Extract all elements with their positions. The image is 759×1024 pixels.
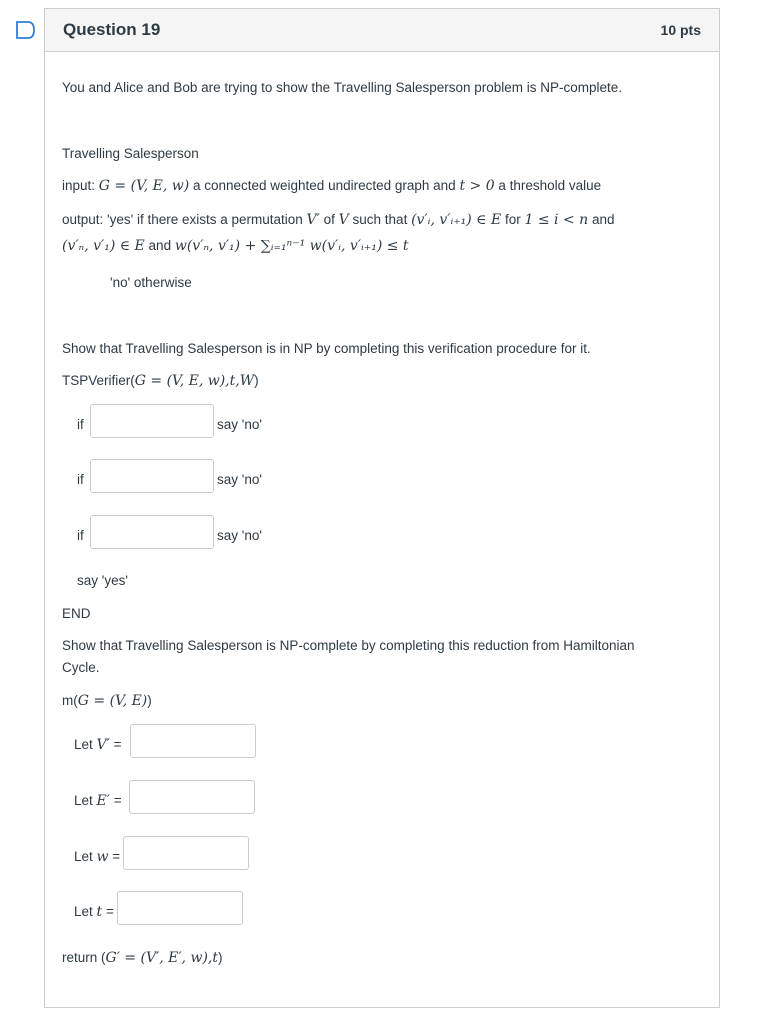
problem-name: Travelling Salesperson	[62, 146, 199, 161]
var-w: w	[96, 849, 109, 865]
let-eprime-label	[74, 793, 122, 809]
m-args-math: G = (V, E)	[77, 693, 148, 709]
verifier-signature	[62, 373, 259, 389]
input-label: input:	[62, 178, 96, 193]
question-header	[45, 9, 719, 52]
eq-1: =	[113, 737, 122, 752]
eq-4: =	[105, 904, 114, 919]
verifier-name: TSPVerifier(	[62, 373, 135, 388]
input-graph-math: G = (V, E, w)	[98, 178, 190, 194]
m-close: )	[147, 693, 152, 708]
flag-question-icon[interactable]	[14, 20, 36, 40]
output-for: for	[504, 212, 521, 227]
return-label: return (	[62, 950, 106, 965]
verifier-args-math: G = (V, E, w),t,W	[134, 373, 255, 389]
reduction-prompt-2: Cycle.	[62, 660, 100, 675]
say-no-2: say 'no'	[217, 472, 262, 487]
let-eprime-input[interactable]	[129, 780, 255, 814]
let-word-1: Let	[74, 737, 93, 752]
output-vprime-math: V′	[306, 212, 320, 228]
verifier-condition-input-1[interactable]	[90, 404, 214, 438]
say-yes: say 'yes'	[77, 573, 128, 588]
input-t-math: t > 0	[459, 178, 495, 194]
output-and: and	[591, 212, 615, 227]
reduction-signature	[62, 693, 152, 709]
line2-edge-math: (v′ₙ, v′₁) ∈ E	[62, 238, 145, 254]
question-points: 10 pts	[660, 22, 701, 38]
intro-text: You and Alice and Bob are trying to show the Travelling Salesperson problem is NP-complete.	[62, 80, 623, 95]
verifier-close: )	[254, 373, 259, 388]
verifier-condition-input-2[interactable]	[90, 459, 214, 493]
var-vprime: V′	[96, 737, 110, 753]
input-threshold: a threshold value	[498, 178, 602, 193]
output-line	[62, 212, 614, 228]
let-t-label	[74, 904, 114, 920]
if-label-1: if	[77, 417, 84, 432]
output-such: such that	[352, 212, 408, 227]
input-desc: a connected weighted undirected graph and	[192, 178, 456, 193]
input-line	[62, 178, 601, 194]
otherwise-text: 'no' otherwise	[110, 275, 192, 290]
say-no-3: say 'no'	[217, 528, 262, 543]
let-t-input[interactable]	[117, 891, 243, 925]
question-title: Question 19	[63, 20, 161, 39]
output-of: of	[323, 212, 335, 227]
say-no-1: say 'no'	[217, 417, 262, 432]
if-label-3: if	[77, 528, 84, 543]
verifier-condition-input-3[interactable]	[90, 515, 214, 549]
let-w-label	[74, 849, 120, 865]
output-v-math: V	[338, 212, 349, 228]
line2-sum-math: w(v′ₙ, v′₁) + ∑ᵢ₌₁ⁿ⁻¹ w(v′ᵢ, v′ᵢ₊₁) ≤ t	[174, 238, 409, 254]
eq-2: =	[113, 793, 122, 808]
output-edge-math: (v′ᵢ, v′ᵢ₊₁) ∈ E	[411, 212, 502, 228]
np-prompt: Show that Travelling Salesperson is in NP by completing this verification procedure for it.	[62, 341, 591, 356]
let-word-3: Let	[74, 849, 93, 864]
if-label-2: if	[77, 472, 84, 487]
let-word-4: Let	[74, 904, 93, 919]
m-name: m(	[62, 693, 78, 708]
eq-3: =	[112, 849, 121, 864]
let-vprime-input[interactable]	[130, 724, 256, 758]
return-close: )	[217, 950, 223, 965]
return-args-math: G′ = (V′, E′, w),t	[105, 950, 218, 966]
return-line	[62, 950, 222, 966]
output-range-math: 1 ≤ i < n	[524, 212, 589, 228]
var-t: t	[96, 904, 103, 920]
reduction-prompt-1: Show that Travelling Salesperson is NP-complete by completing this reduction from Hamiltonian	[62, 638, 635, 653]
output-label: output: 'yes' if there exists a permutation	[62, 212, 303, 227]
let-w-input[interactable]	[123, 836, 249, 870]
line2-and: and	[148, 238, 172, 253]
let-vprime-label	[74, 737, 122, 753]
let-word-2: Let	[74, 793, 93, 808]
output-line-2	[62, 238, 409, 254]
end-label: END	[62, 606, 91, 621]
var-eprime: E′	[96, 793, 110, 809]
